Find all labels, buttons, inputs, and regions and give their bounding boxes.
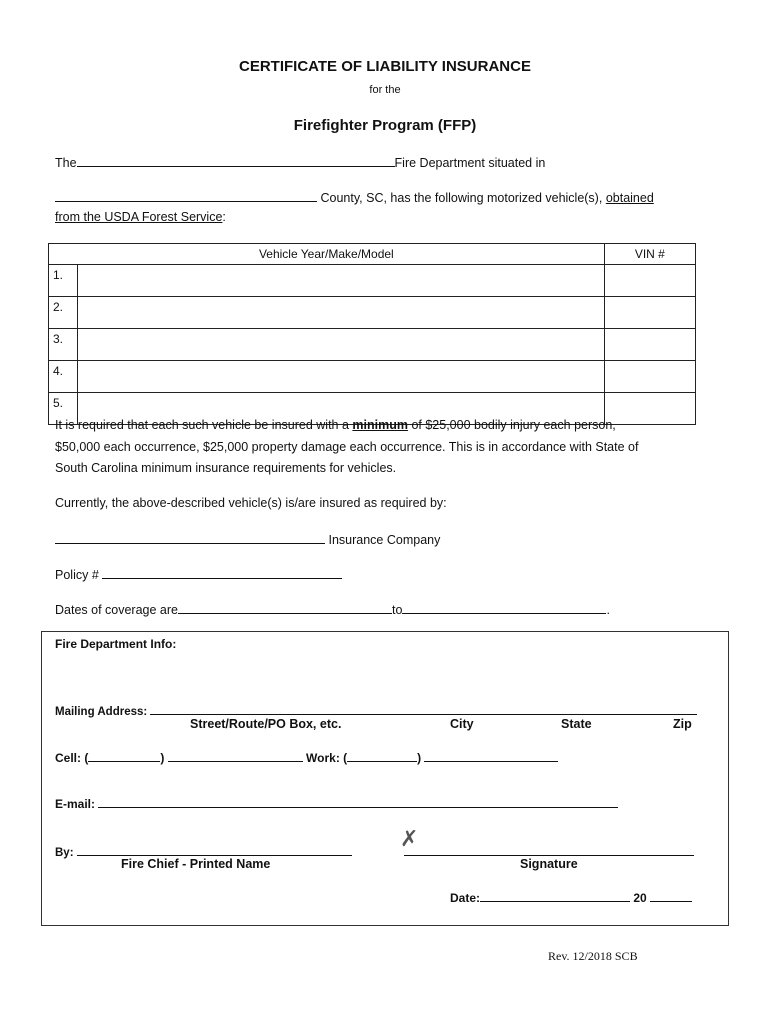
signature-field[interactable]: [404, 843, 694, 856]
chief-name-field[interactable]: [77, 843, 352, 856]
vin-cell[interactable]: [604, 393, 695, 425]
signature-label: Signature: [520, 857, 578, 871]
city-label: City: [450, 717, 474, 731]
coverage-end-field[interactable]: [402, 601, 606, 614]
year-field[interactable]: [650, 889, 692, 902]
row-number: 2.: [49, 297, 78, 329]
chief-name-label: Fire Chief - Printed Name: [121, 857, 271, 871]
vehicle-cell[interactable]: [78, 265, 605, 297]
email-label: E-mail:: [55, 797, 96, 811]
date-field[interactable]: [480, 889, 630, 902]
vehicle-cell[interactable]: [78, 361, 605, 393]
vin-cell[interactable]: [604, 361, 695, 393]
row-number: 4.: [49, 361, 78, 393]
intro-line-1: [55, 154, 545, 170]
email-line: [55, 795, 618, 811]
work-area-code-field[interactable]: [347, 749, 417, 762]
vin-cell[interactable]: [604, 297, 695, 329]
fire-department-info-box: [41, 631, 729, 926]
revision-note: Rev. 12/2018 SCB: [548, 949, 638, 963]
requirement-line-3: South Carolina minimum insurance requirements for vehicles.: [55, 461, 397, 475]
intro-line-2: [55, 189, 654, 205]
document-subtitle: for the: [369, 84, 401, 96]
row-number: 1.: [49, 265, 78, 297]
vehicle-cell[interactable]: [78, 297, 605, 329]
street-label: Street/Route/PO Box, etc.: [190, 717, 342, 731]
table-row: [49, 361, 696, 393]
mailing-address-field[interactable]: [150, 702, 697, 715]
row-number: 3.: [49, 329, 78, 361]
requirement-text: It is required that each such vehicle be insured with a: [55, 418, 349, 432]
requirement-minimum: minimum: [352, 418, 408, 432]
email-field[interactable]: [98, 795, 618, 808]
zip-label: Zip: [673, 717, 692, 731]
cell-number-field[interactable]: [168, 749, 303, 762]
county-field[interactable]: [55, 189, 317, 202]
phone-line: [55, 749, 558, 765]
fire-department-name-field[interactable]: [77, 154, 395, 167]
year-prefix: 20: [633, 891, 647, 905]
vehicle-table: [48, 243, 696, 425]
mailing-address-line: [55, 702, 697, 718]
date-line: [450, 889, 692, 905]
table-row: [49, 265, 696, 297]
intro-obtained: obtained: [605, 191, 654, 205]
coverage-dates-line: [55, 601, 610, 617]
coverage-to: to: [392, 603, 403, 617]
cell-label: Cell: (: [55, 751, 89, 765]
date-label: Date:: [450, 891, 481, 905]
state-label: State: [561, 717, 592, 731]
vehicle-cell[interactable]: [78, 329, 605, 361]
intro-colon: :: [222, 210, 226, 224]
cell-area-code-field[interactable]: [88, 749, 160, 762]
coverage-period: .: [606, 603, 610, 617]
intro-situated: Fire Department situated in: [394, 156, 546, 170]
table-row: [49, 297, 696, 329]
policy-label: Policy #: [55, 568, 99, 582]
fire-department-heading: Fire Department Info:: [55, 637, 177, 651]
requirement-text-2: of $25,000 bodily injury each person,: [411, 418, 616, 432]
by-label: By:: [55, 847, 74, 859]
vehicle-table-header: [49, 244, 696, 265]
intro-the: The: [55, 156, 77, 170]
work-number-field[interactable]: [424, 749, 558, 762]
document-title: CERTIFICATE OF LIABILITY INSURANCE: [239, 58, 531, 75]
insurance-company-label: Insurance Company: [328, 533, 441, 547]
table-row: [49, 329, 696, 361]
vin-header: VIN #: [604, 244, 695, 265]
currently-insured-text: Currently, the above-described vehicle(s) is/are insured as required by:: [55, 496, 447, 510]
vin-cell[interactable]: [604, 265, 695, 297]
intro-line-3: [55, 210, 226, 224]
vin-cell[interactable]: [604, 329, 695, 361]
requirement-line-1: [55, 418, 616, 432]
cell-close-paren: ): [160, 751, 165, 765]
work-label: Work: (: [306, 751, 348, 765]
signature-x-icon: ✗: [400, 826, 419, 851]
requirement-line-2: $50,000 each occurrence, $25,000 property damage each occurrence. This is in accordance with State of: [55, 440, 639, 454]
insurance-company-field[interactable]: [55, 531, 325, 544]
program-title: Firefighter Program (FFP): [293, 117, 477, 134]
policy-number-field[interactable]: [102, 566, 342, 579]
coverage-start-field[interactable]: [178, 601, 392, 614]
work-close-paren: ): [417, 751, 422, 765]
intro-usda: from the USDA Forest Service: [55, 210, 223, 224]
policy-line: [55, 566, 342, 582]
insurance-company-line: [55, 531, 440, 547]
row-number: 5.: [49, 393, 78, 425]
vehicle-header: Vehicle Year/Make/Model: [49, 244, 605, 265]
intro-county-text: County, SC, has the following motorized vehicle(s),: [320, 191, 603, 205]
mailing-address-label: Mailing Address:: [55, 706, 148, 718]
coverage-label: Dates of coverage are: [55, 603, 178, 617]
